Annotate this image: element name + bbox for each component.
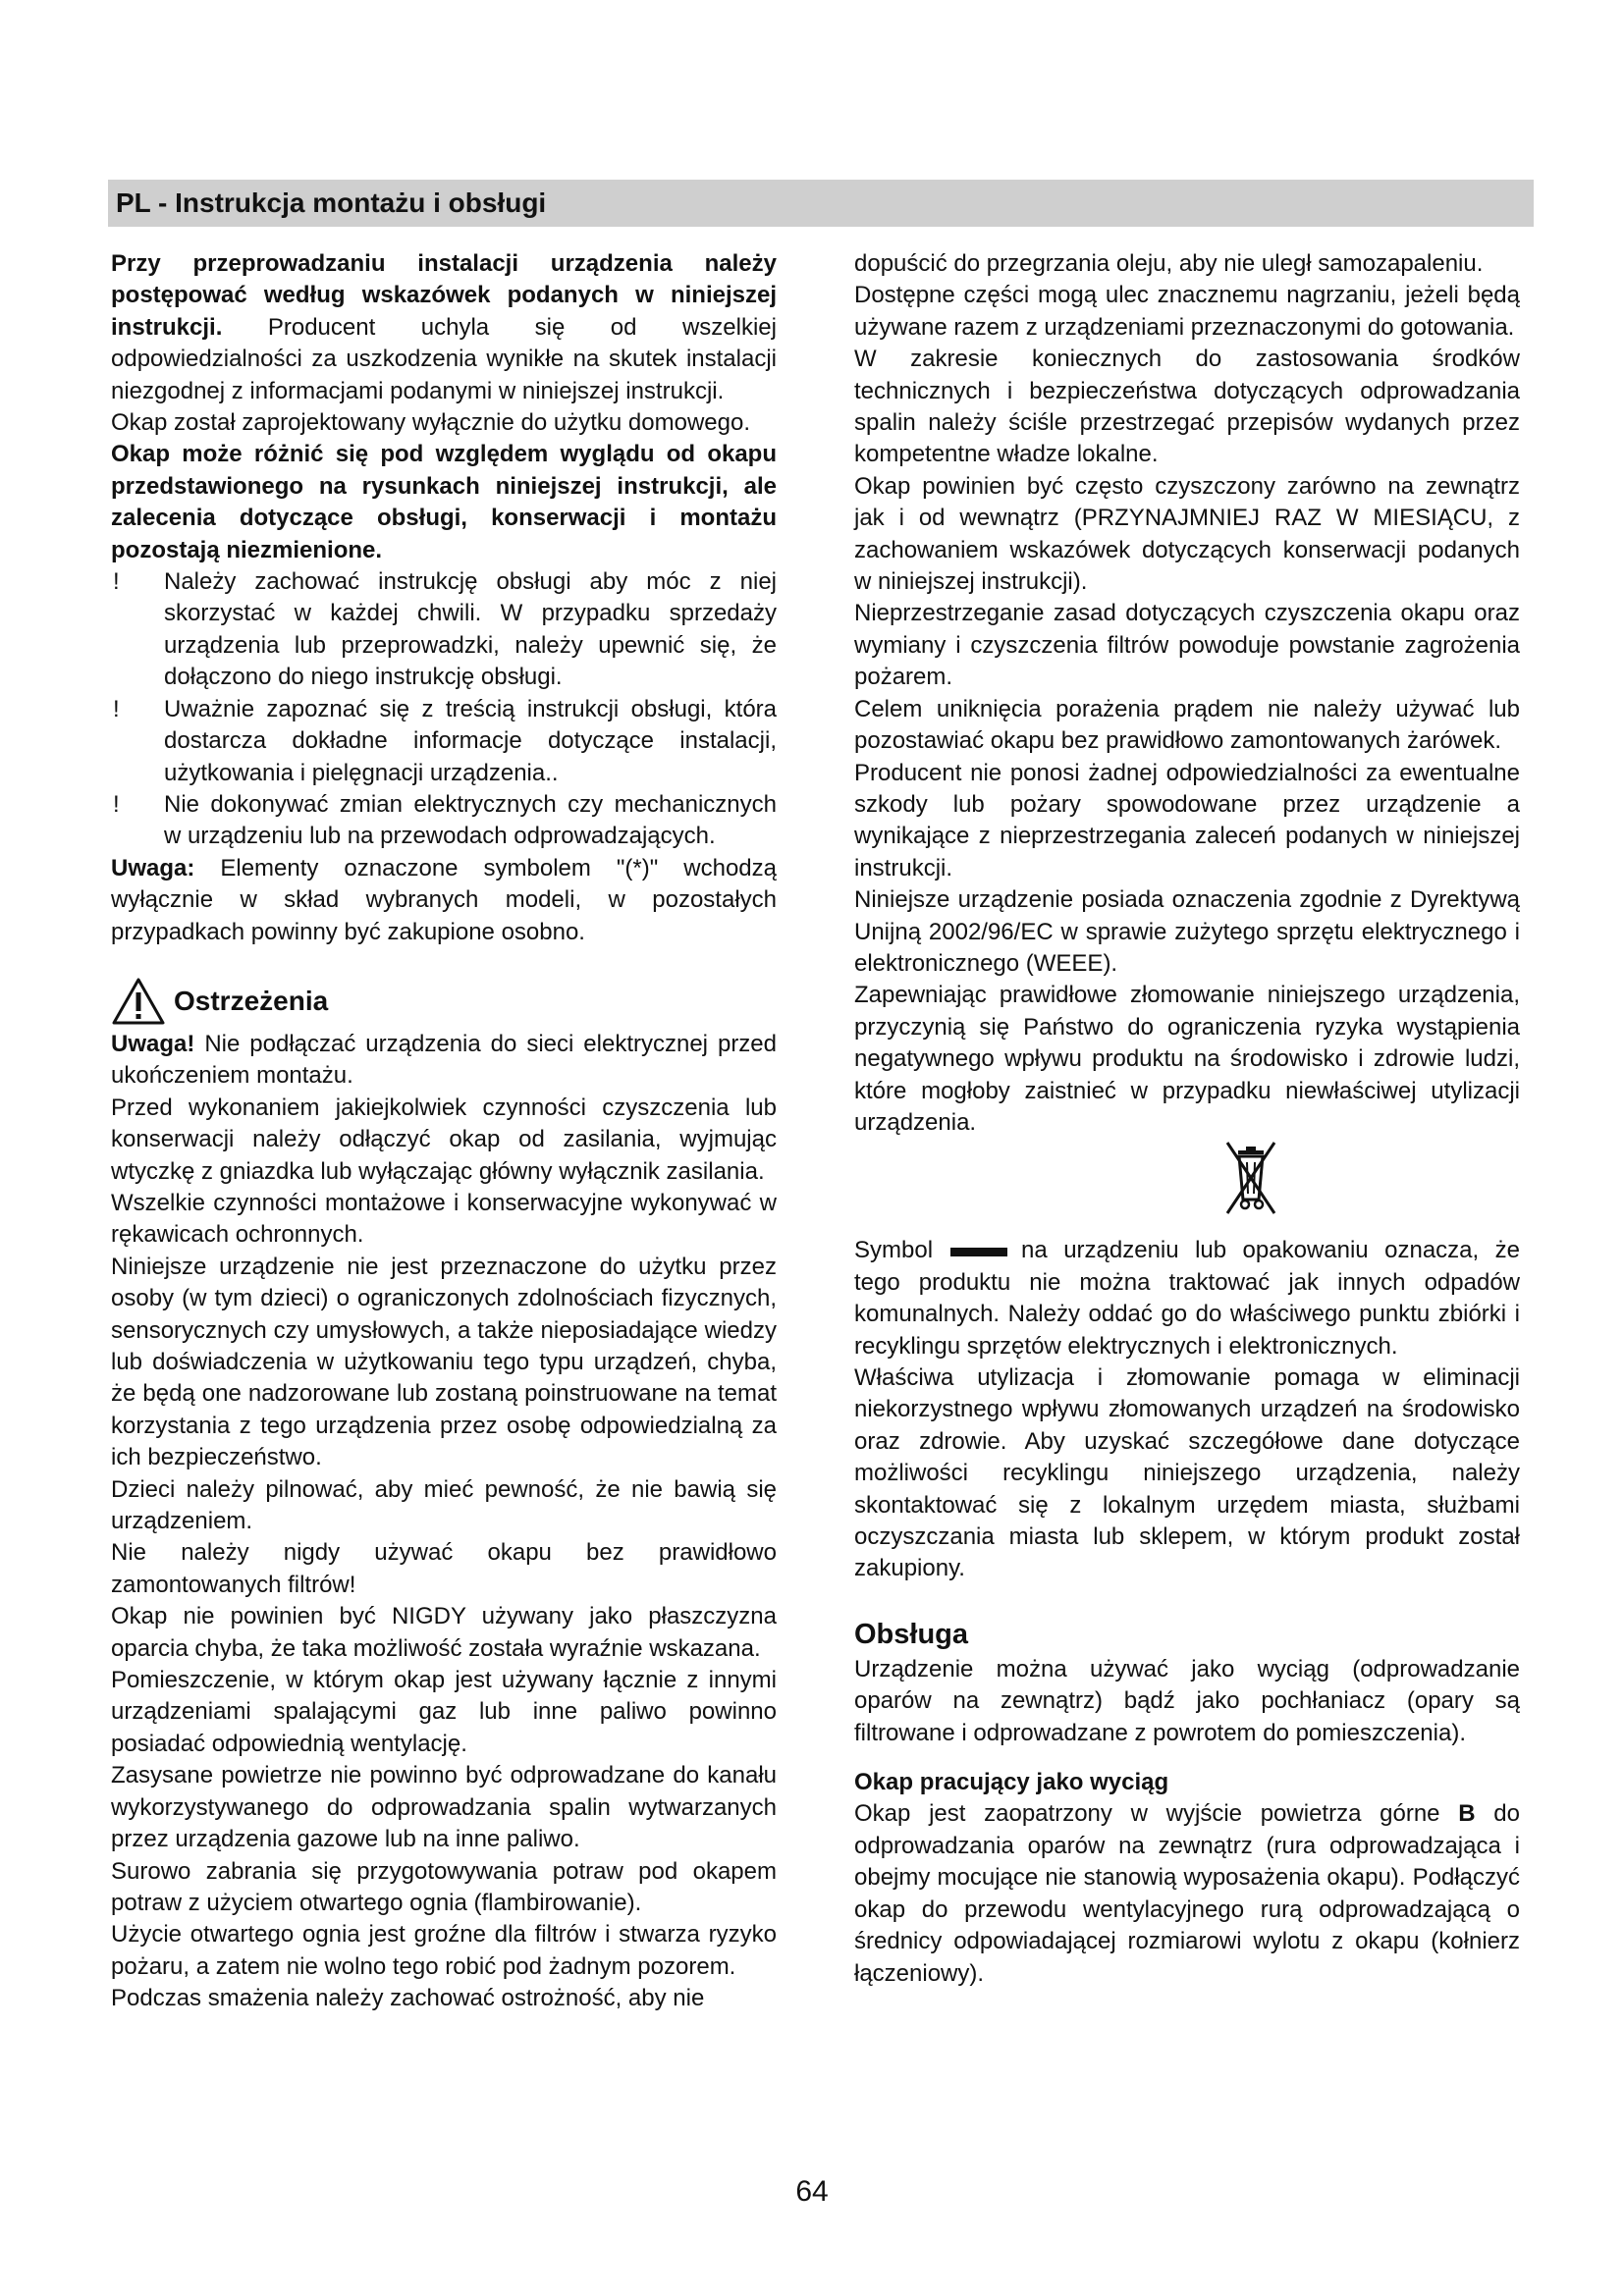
warning-paragraph: Wszelkie czynności montażowe i konserwacyjne wykonywać w rękawicach ochronnych. <box>111 1189 777 1249</box>
symbol-word: Symbol <box>854 1237 934 1264</box>
warning-triangle-icon <box>111 977 166 1026</box>
exclamation-icon: ! <box>113 568 120 596</box>
domestic-use-note: Okap został zaprojektowany wyłącznie do użytku domowego. <box>111 409 750 437</box>
right-column <box>854 248 1520 1990</box>
body-paragraph: Dostępne części mogą ulec znacznemu nagrzaniu, jeżeli będą używane razem z urządzeniami przeznaczonymi do gotowania. <box>854 282 1520 341</box>
intro-rest: Producent uchyla się od wszelkiej odpowiedzialności za uszkodzenia wynikłe na skutek instalacji niezgodnej z informacjami podanymi w niniejszej instrukcji. <box>111 313 777 404</box>
extraction-text-a: Okap jest zaopatrzony w wyjście powietrza górne <box>854 1800 1459 1828</box>
bullet-text: Należy zachować instrukcję obsługi aby móc z niej skorzystać w każdej chwili. W przypadku sprzedaży urządzenia lub przeprowadzki, należy upewnić się, że dołączono do niego instrukcję obsługi. <box>164 568 777 691</box>
exclamation-icon: ! <box>113 695 120 722</box>
warning-paragraph: Okap nie powinien być NIGDY używany jako płaszczyzna oparcia chyba, że taka możliwość została wyraźnie wskazana. <box>111 1603 777 1662</box>
body-paragraph: Producent nie ponosi żadnej odpowiedzialności za ewentualne szkody lub pożary spowodowane przez urządzenie a wynikające z nieprzestrzegania zaleceń podanych w niniejszej instrukcji. <box>854 759 1520 881</box>
note-text: Elementy oznaczone symbolem "(*)" wchodzą wyłącznie w skład wybranych modeli, w pozostałych przypadkach powinny być zakupione osobno. <box>111 854 777 945</box>
page-number: 64 <box>795 2175 829 2208</box>
warning-paragraph <box>111 1029 777 1093</box>
bullet-item <box>111 694 777 789</box>
warning-text: Nie podłączać urządzenia do sieci elektrycznej przed ukończeniem montażu. <box>111 1030 777 1090</box>
symbol-paragraph <box>854 1235 1520 1362</box>
outlet-letter: B <box>1458 1800 1476 1828</box>
usage-heading: Obsługa <box>854 1618 969 1650</box>
body-paragraph: W zakresie koniecznych do zastosowania środków technicznych i bezpieczeństwa dotyczących odprowadzania spalin należy ściśle przestrzegać przepisów wydanych przez kompetentne władze lokalne. <box>854 346 1520 468</box>
note-label: Uwaga: <box>111 854 195 881</box>
body-paragraph: Okap powinien być często czyszczony zarówno na zewnątrz jak i od wewnątrz (PRZYNAJMNIEJ RAZ W MIESIĄCU, z zachowaniem wskazówek dotyczących konserwacji podanych w niniejszej instrukcji). <box>854 472 1520 596</box>
symbol-text: na urządzeniu lub opakowaniu oznacza, że tego produktu nie można traktować jak innych odpadów komunalnych. Należy oddać go do właściwego punktu zbiórki i recyklingu sprzętów elektrycznych i elektronicznych. <box>854 1237 1520 1360</box>
warning-paragraph: Pomieszczenie, w którym okap jest używany łącznie z innymi urządzeniami spalającymi gaz lub inne paliwo powinno posiadać odpowiednią wentylację. <box>111 1667 777 1757</box>
warning-paragraph: Przed wykonaniem jakiejkolwiek czynności czyszczenia lub konserwacji należy odłączyć okap od zasilania, wyjmując wtyczkę z gniazdka lub wyłączając główny wyłącznik zasilania. <box>111 1094 777 1185</box>
bullet-item <box>111 566 777 694</box>
body-paragraph: Zapewniając prawidłowe złomowanie niniejszego urządzenia, przyczynią się Państwo do ograniczenia ryzyka wystąpienia negatywnego wpływu produktu na środowisko i zdrowie ludzi, które mogłoby zaistnieć w przypadku niewłaściwej utylizacji urządzenia. <box>854 982 1520 1136</box>
body-paragraph: Celem uniknięcia porażenia prądem nie należy używać lub pozostawiać okapu bez prawidłowo zamontowanych żarówek. <box>854 695 1520 755</box>
warning-paragraph: Nie należy nigdy używać okapu bez prawidłowo zamontowanych filtrów! <box>111 1539 777 1598</box>
warning-label: Uwaga! <box>111 1030 195 1057</box>
warning-paragraph: Dzieci należy pilnować, aby mieć pewność, że nie bawią się urządzeniem. <box>111 1475 777 1535</box>
body-paragraph: dopuścić do przegrzania oleju, aby nie uległ samozapaleniu. <box>854 250 1484 277</box>
bullet-text: Nie dokonywać zmian elektrycznych czy mechanicznych w urządzeniu lub na przewodach odprowadzających. <box>164 790 777 850</box>
warning-paragraph: Użycie otwartego ognia jest groźne dla filtrów i stwarza ryzyko pożaru, a zatem nie wolno tego robić pod żadnym pozorem. <box>111 1921 777 1980</box>
disposal-paragraph: Właściwa utylizacja i złomowanie pomaga w eliminacji niekorzystnego wpływu złomowanych urządzeń na środowisko oraz zdrowie. Aby uzyskać szczegółowe dane dotyczące możliwości recyklingu niniejszego urządzenia, należy skontaktować się z lokalnym urzędem miasta, służbami oczyszczania miasta lub sklepem, w którym produkt został zakupiony. <box>854 1364 1520 1582</box>
appearance-note: Okap może różnić się pod względem wyglądu od okapu przedstawionego na rysunkach niniejszej instrukcji, ale zalecenia dotyczące obsługi, konserwacji i montażu pozostają niezmienione. <box>111 441 777 563</box>
intro-bold: Przy przeprowadzaniu instalacji urządzenia należy postępować według wskazówek podanych w niniejszej instrukcji. <box>111 250 777 341</box>
black-bar-icon <box>950 1248 1007 1256</box>
warnings-title: Ostrzeżenia <box>174 985 329 1016</box>
extraction-text-c: do odprowadzania oparów na zewnątrz (rura odprowadzająca i obejmy mocujące nie stanowią wyposażenia okapu). Podłączyć okap do przewodu wentylacyjnego rurą odprowadzającą o średnicy odpowiadającej rozmiarowi wylotu z okapu (kołnierz łączeniowy). <box>854 1800 1520 1987</box>
exclamation-icon: ! <box>113 790 120 818</box>
usage-paragraph: Urządzenie można używać jako wyciąg (odprowadzanie oparów na zewnątrz) bądź jako pochłaniacz (opary są filtrowane i odprowadzane z powrotem do pomieszczenia). <box>854 1655 1520 1746</box>
intro-paragraph <box>111 248 777 407</box>
bullet-item <box>111 789 777 853</box>
warning-paragraph: Zasysane powietrze nie powinno być odprowadzane do kanału wykorzystywanego do odprowadzania spalin wytwarzanych przez urządzenia gazowe lub na inne paliwo. <box>111 1762 777 1853</box>
page-title: PL - Instrukcja montażu i obsługi <box>116 187 547 218</box>
weee-symbol <box>854 1139 1520 1235</box>
page-header <box>108 180 1534 227</box>
warnings-heading <box>111 976 777 1027</box>
extraction-mode-heading: Okap pracujący jako wyciąg <box>854 1769 1169 1796</box>
optional-parts-note <box>111 853 777 948</box>
bullet-text: Uważnie zapoznać się z treścią instrukcji obsługi, która dostarcza dokładne informacje dotyczące instalacji, użytkowania i pielęgnacji urządzenia.. <box>164 695 777 786</box>
body-paragraph: Niniejsze urządzenie posiada oznaczenia zgodnie z Dyrektywą Unijną 2002/96/EC w sprawie zużytego sprzętu elektrycznego i elektronicznego (WEEE). <box>854 886 1520 977</box>
warning-paragraph: Niniejsze urządzenie nie jest przeznaczone do użytku przez osoby (w tym dzieci) o ograniczonych zdolnościach fizycznych, sensorycznych czy umysłowych, a także nieposiadające wiedzy lub doświadczenia w użytkowaniu tego typu urządzeń, chyba, że będą one nadzorowane lub zostaną poinstruowane na temat korzystania z tego urządzenia przez osobę odpowiedzialną za ich bezpieczeństwo. <box>111 1253 777 1471</box>
left-column <box>111 248 777 2015</box>
crossed-bin-icon <box>1221 1139 1280 1227</box>
extraction-mode-paragraph <box>854 1798 1520 1989</box>
warning-paragraph: Surowo zabrania się przygotowywania potraw pod okapem potraw z użyciem otwartego ognia (flambirowanie). <box>111 1857 777 1916</box>
body-paragraph: Nieprzestrzeganie zasad dotyczących czyszczenia okapu oraz wymiany i czyszczenia filtrów powoduje powstanie zagrożenia pożarem. <box>854 600 1520 691</box>
warning-paragraph: Podczas smażenia należy zachować ostrożność, aby nie <box>111 1985 705 2012</box>
